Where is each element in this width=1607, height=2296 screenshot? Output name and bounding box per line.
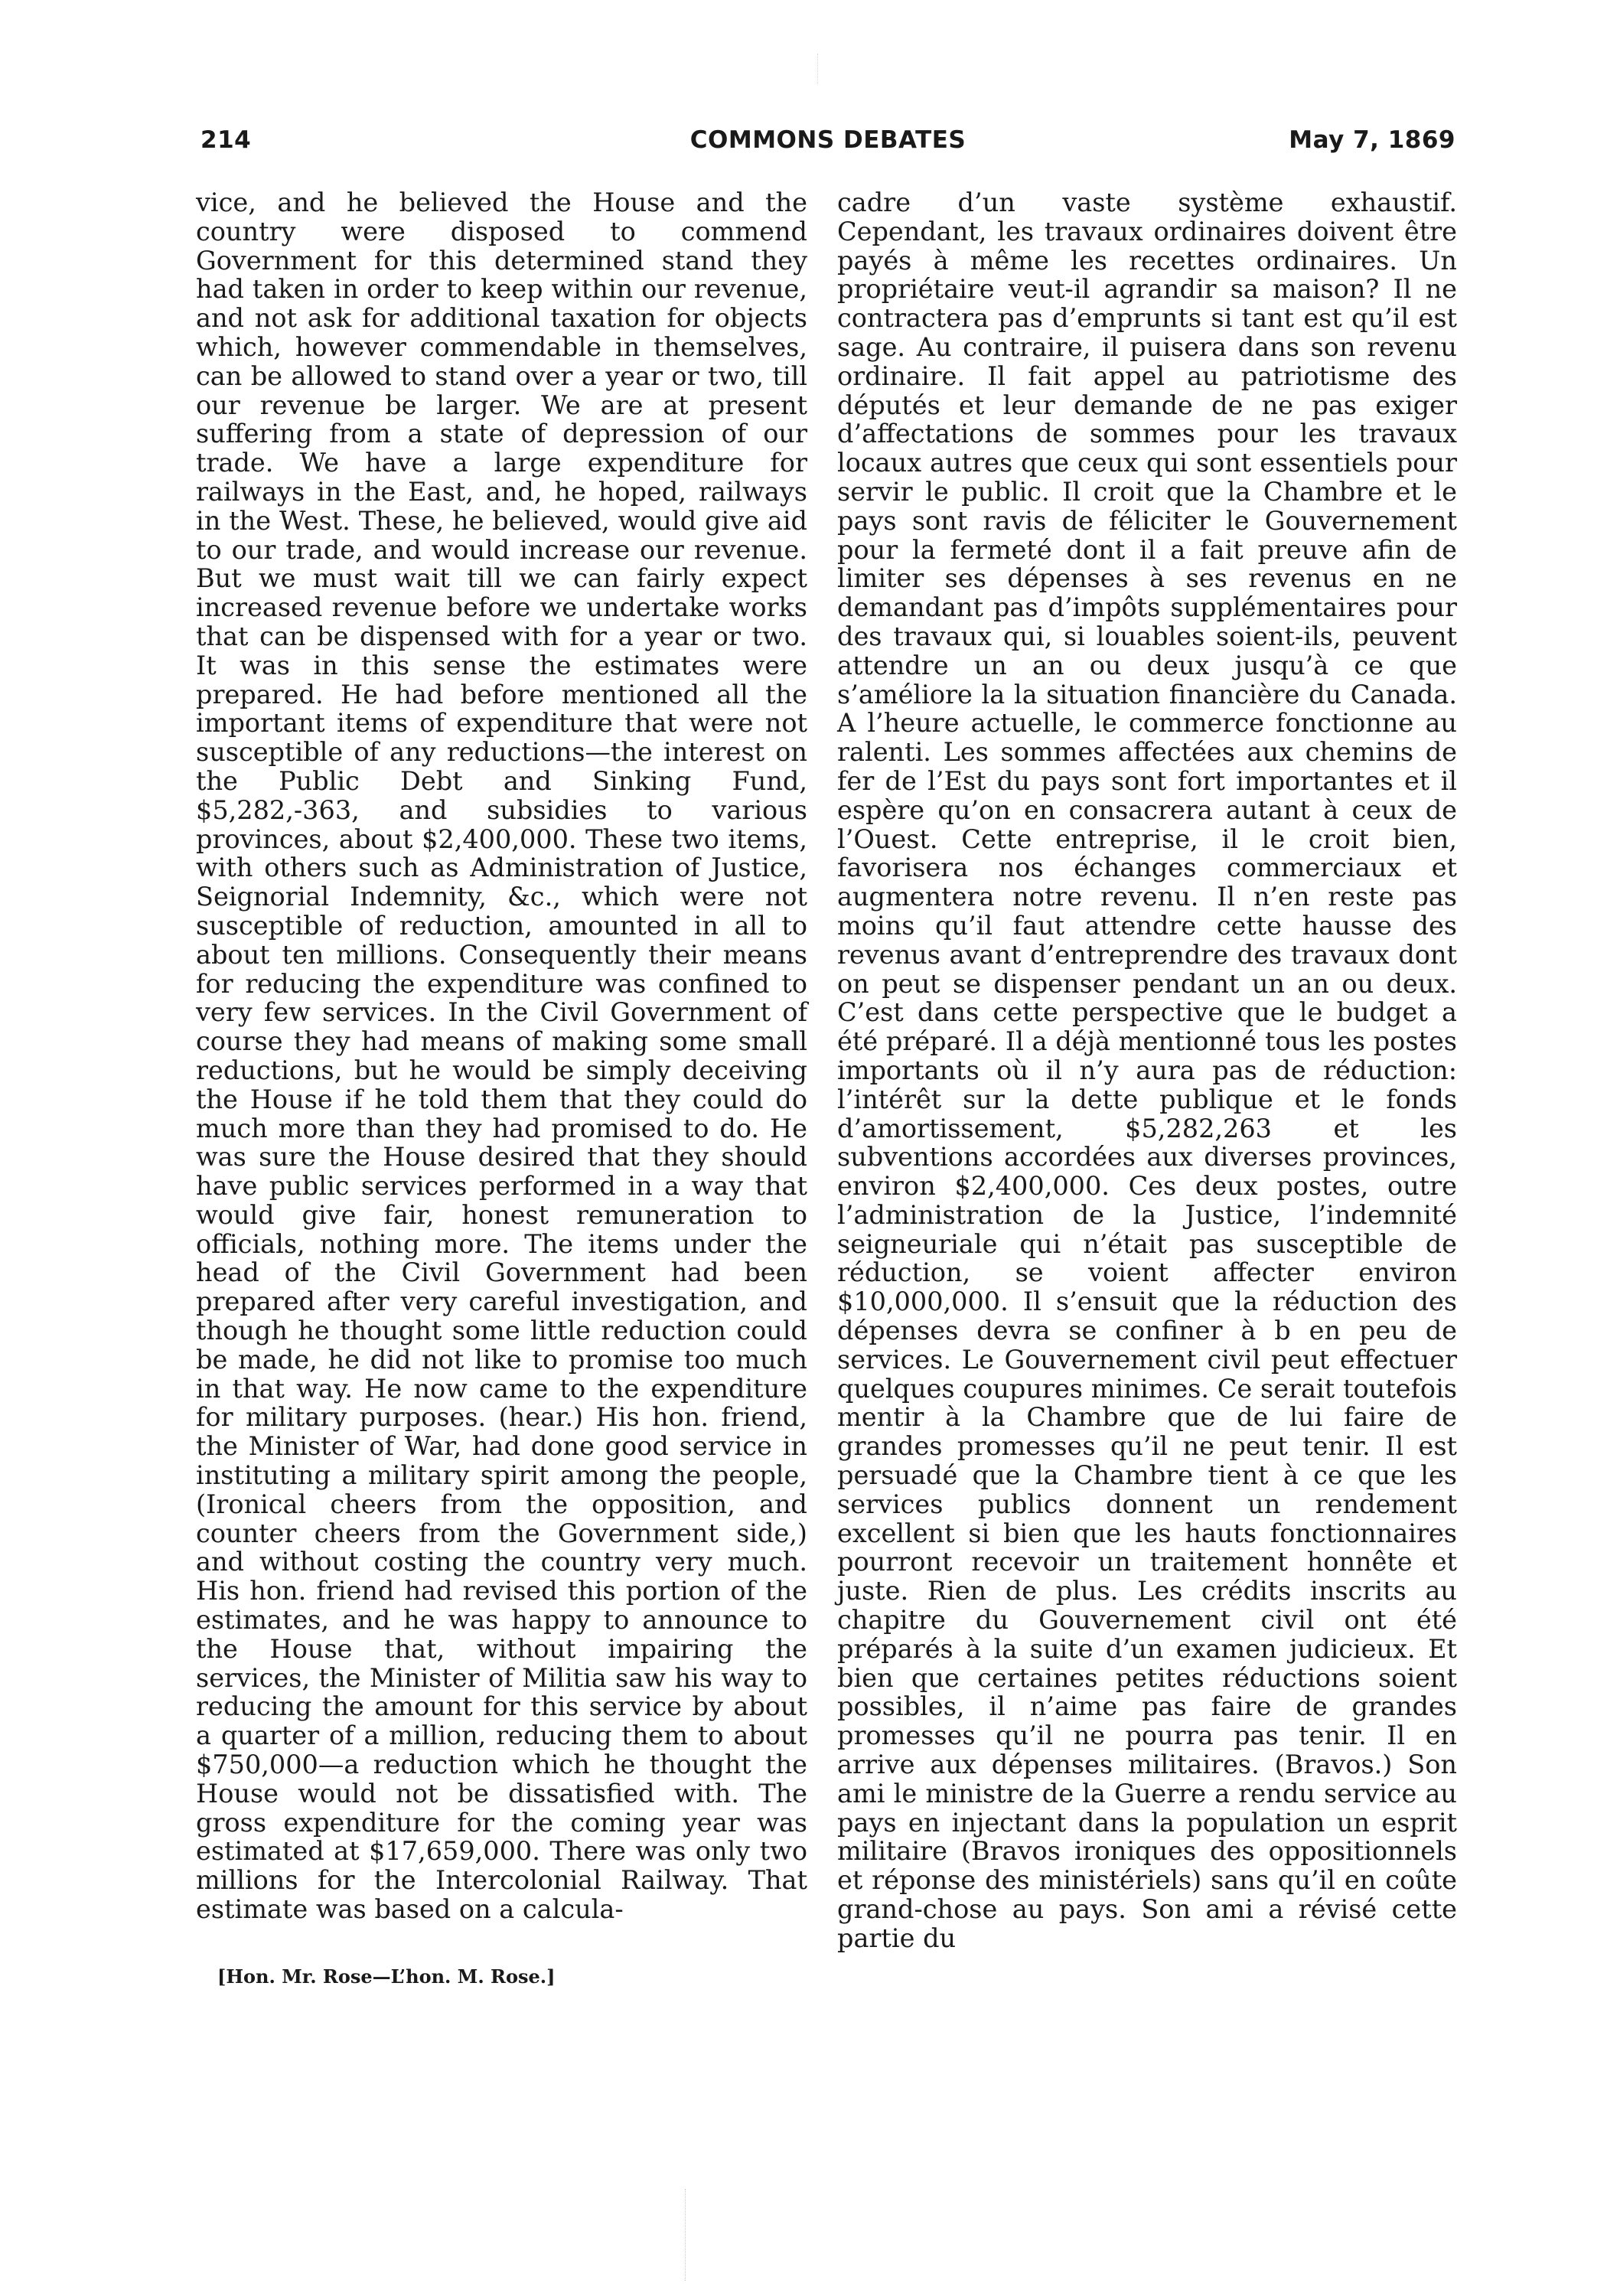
french-column (837, 188, 1457, 1953)
page-number: 214 (200, 126, 252, 154)
english-paragraph: vice, and he believed the House and the country were disposed to commend Government for this determined stand they had taken in order to keep within our revenue, and not ask for additional taxation for objects which, however commendable in themselves, can be allowed to stand over a year or two, till our revenue be larger. We are at present suffering from a state of depression of our trade. We have a large expenditure for railways in the East, and, he hoped, railways in the West. These, he believed, would give aid to our trade, and would increase our revenue. But we must wait till we can fairly expect increased revenue before we undertake works that can be dispensed with for a year or two. It was in this sense the estimates were prepared. He had before mentioned all the important items of expenditure that were not susceptible of any reductions—the interest on the Public Debt and Sinking Fund, $5,282,-363, and subsidies to various provinces, about $2,400,000. These two items, with others such as Administration of Justice, Seignorial Indemnity, &c., which were not susceptible of reduction, amounted in all to about ten millions. Consequently their means for reducing the expenditure was confined to very few services. In the Civil Government of course they had means of making some small reductions, but he would be simply deceiving the House if he told them that they could do much more than they had promised to do. He was sure the House desired that they should have public services performed in a way that would give fair, honest remuneration to officials, nothing more. The items under the head of the Civil Government had been prepared after very careful investigation, and though he thought some little reduction could be made, he did not like to promise too much in that way. He now came to the expenditure for military purposes. (hear.) His hon. friend, the Minister of War, had done good service in instituting a military spirit among the people, (Ironical cheers from the opposition, and counter cheers from the Government side,) and without costing the country very much. His hon. friend had revised this portion of the estimates, and he was happy to announce to the House that, without impairing the services, the Minister of Militia saw his way to reducing the amount for this service by about a quarter of a million, reducing them to about $750,000—a reduction which he thought the House would not be dissatisfied with. The gross expenditure for the coming year was estimated at $17,659,000. There was only two millions for the Intercolonial Railway. That estimate was based on a calcula- (196, 188, 807, 1925)
french-paragraph: cadre d’un vaste système exhaustif. Cependant, les travaux ordinaires doivent être payés à même les recettes ordinaires. Un propriétaire veut-il agrandir sa maison? Il ne contractera pas d’emprunts si tant est qu’il est sage. Au contraire, il puisera dans son revenu ordinaire. Il fait appel au patriotisme des députés et leur demande de ne pas exiger d’affectations de sommes pour les travaux locaux autres que ceux qui sont essentiels pour servir le public. Il croit que la Chambre et le pays sont ravis de féliciter le Gouvernement pour la fermeté dont il a fait preuve afin de limiter ses dépenses à ses revenus en ne demandant pas d’impôts supplémentaires pour des travaux qui, si louables soient-ils, peuvent attendre un an ou deux jusqu’à ce que s’améliore la la situation financière du Canada. A l’heure actuelle, le commerce fonctionne au ralenti. Les sommes affectées aux chemins de fer de l’Est du pays sont fort importantes et il espère qu’on en consacrera autant à ceux de l’Ouest. Cette entreprise, il le croit bien, favorisera nos échanges commerciaux et augmentera notre revenu. Il n’en reste pas moins qu’il faut attendre cette hausse des revenus avant d’entreprendre des travaux dont on peut se dispenser pendant un an ou deux. C’est dans cette perspective que le budget a été préparé. Il a déjà mentionné tous les postes importants où il n’y aura pas de réduction: l’intérêt sur la dette publique et le fonds d’amortissement, $5,282,263 et les subventions accordées aux diverses provinces, environ $2,400,000. Ces deux postes, outre l’administration de la Justice, l’indemnité seigneuriale qui n’était pas susceptible de réduction, se voient affecter environ $10,000,000. Il s’ensuit que la réduction des dépenses devra se confiner à b en peu de services. Le Gouvernement civil peut effectuer quelques coupures minimes. Ce serait toutefois mentir à la Chambre que de lui faire de grandes promesses qu’il ne peut tenir. Il est persuadé que la Chambre tient à ce que les services publics donnent un rendement excellent si bien que les hauts fonctionnaires pourront recevoir un traitement honnête et juste. Rien de plus. Les crédits inscrits au chapitre du Gouvernement civil ont été préparés à la suite d’un examen judicieux. Et bien que certaines petites réductions soient possibles, il n’aime pas faire de grandes promesses qu’il ne pourra pas tenir. Il en arrive aux dépenses militaires. (Bravos.) Son ami le ministre de la Guerre a rendu service au pays en injectant dans la population un esprit militaire (Bravos ironiques des oppositionnels et réponse des ministériels) sans qu’il en coûte grand-chose au pays. Son ami a révisé cette partie du (837, 188, 1457, 1953)
scan-mark (817, 54, 819, 84)
page-header (200, 126, 1455, 163)
english-column (196, 188, 807, 1924)
scan-mark-bottom (685, 2189, 686, 2281)
header-date: May 7, 1869 (1289, 126, 1455, 154)
speaker-label: [Hon. Mr. Rose—L’hon. M. Rose.] (217, 1965, 556, 1988)
running-title: COMMONS DEBATES (689, 126, 966, 154)
